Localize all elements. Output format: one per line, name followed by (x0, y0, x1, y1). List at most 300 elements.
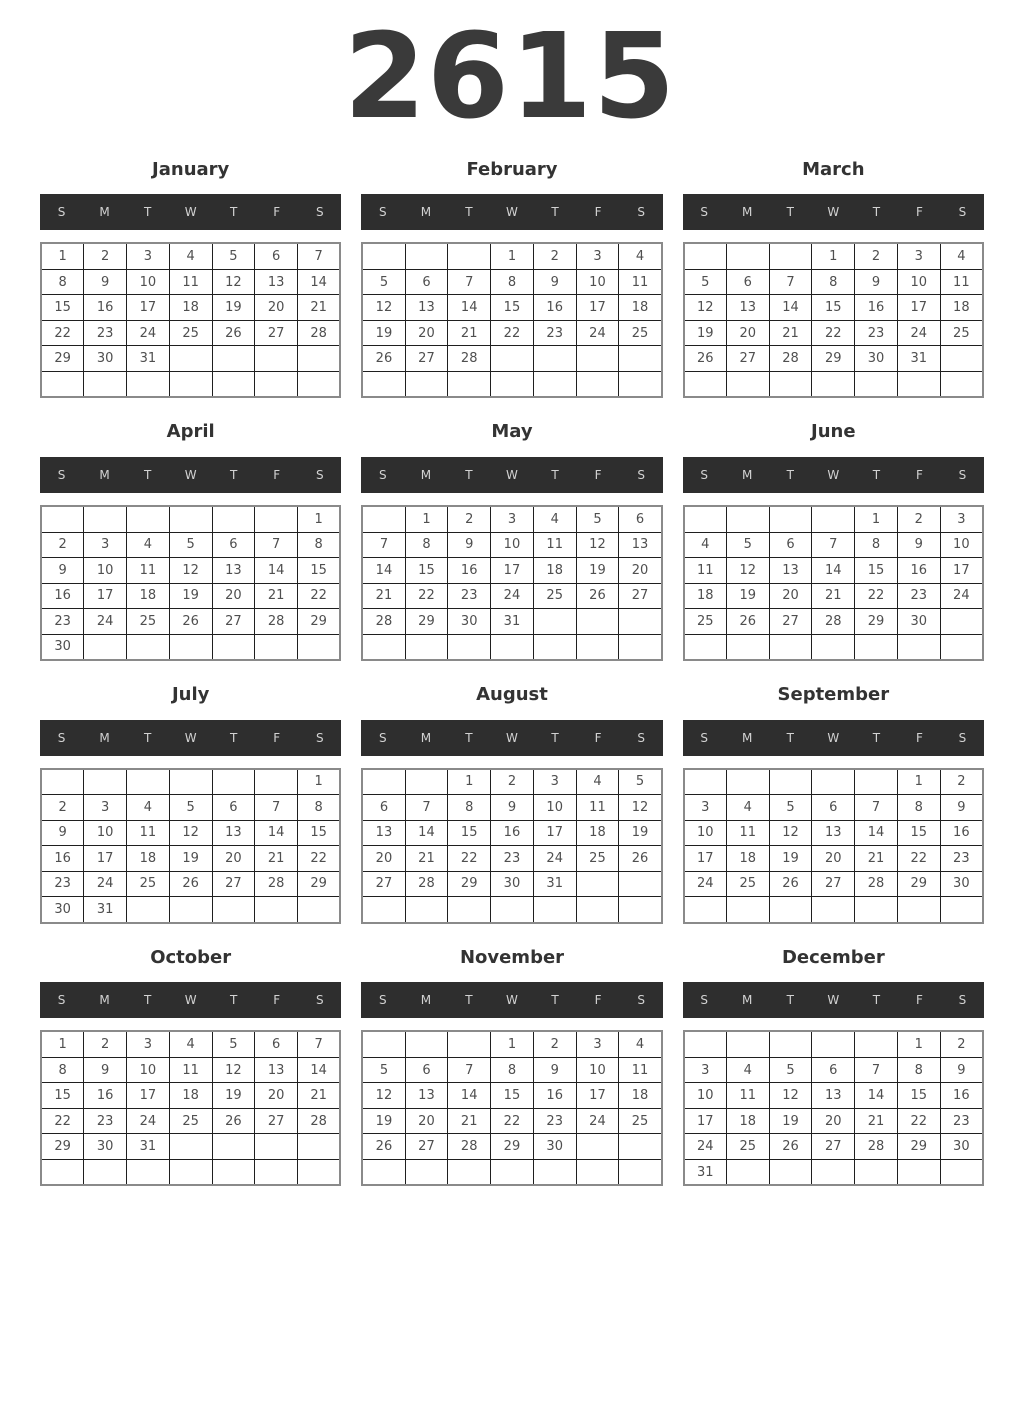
day-cell: 9 (855, 269, 898, 295)
day-cell: 20 (812, 1108, 855, 1134)
day-cell: 30 (41, 897, 84, 923)
day-cell: 3 (127, 243, 170, 269)
weekday-label: M (420, 993, 432, 1008)
week-row (362, 583, 661, 609)
day-cell: 13 (812, 820, 855, 846)
weekday-header-row (40, 194, 341, 230)
months-grid (0, 145, 1020, 1186)
day-cell: 9 (41, 820, 84, 846)
day-cell: 5 (212, 243, 255, 269)
day-cell: 31 (491, 609, 534, 635)
week-row (684, 558, 983, 584)
month-block-september (683, 684, 984, 924)
day-cell: 14 (255, 820, 298, 846)
weekday-label: S (57, 993, 66, 1008)
day-cell: 9 (533, 269, 576, 295)
week-row (684, 871, 983, 897)
weekday-label: M (420, 205, 432, 220)
empty-day-cell (405, 634, 448, 660)
week-row (684, 609, 983, 635)
week-row (362, 1159, 661, 1185)
day-cell: 29 (298, 871, 341, 897)
weekday-label: S (315, 730, 324, 745)
weekday-label: M (99, 730, 110, 745)
day-cell: 3 (533, 769, 576, 795)
weekday-label: T (872, 730, 881, 745)
empty-day-cell (619, 346, 662, 372)
day-cell: 15 (855, 558, 898, 584)
day-cell: 5 (362, 1057, 405, 1083)
day-cell: 9 (84, 1057, 127, 1083)
weekday-label: W (184, 468, 197, 483)
empty-day-cell (726, 769, 769, 795)
empty-day-cell (726, 897, 769, 923)
empty-day-cell (812, 1031, 855, 1057)
day-cell: 19 (769, 846, 812, 872)
weekday-label: M (99, 993, 110, 1008)
day-cell: 9 (533, 1057, 576, 1083)
day-cell: 30 (41, 634, 84, 660)
day-cell: 4 (940, 243, 983, 269)
day-cell: 10 (940, 532, 983, 558)
day-cell: 26 (212, 1108, 255, 1134)
empty-day-cell (362, 1159, 405, 1185)
day-cell: 18 (533, 558, 576, 584)
day-cell: 22 (298, 846, 341, 872)
week-row (684, 320, 983, 346)
empty-day-cell (897, 634, 940, 660)
day-cell: 18 (726, 846, 769, 872)
week-row (41, 1031, 340, 1057)
week-row (362, 1134, 661, 1160)
empty-day-cell (769, 769, 812, 795)
day-cell: 4 (619, 1031, 662, 1057)
empty-day-cell (769, 243, 812, 269)
day-cell: 20 (405, 1108, 448, 1134)
day-cell: 2 (897, 506, 940, 532)
day-cell: 17 (84, 846, 127, 872)
week-row (362, 820, 661, 846)
week-row (362, 1057, 661, 1083)
day-cell: 4 (169, 243, 212, 269)
empty-day-cell (576, 897, 619, 923)
month-days-table (40, 768, 341, 924)
day-cell: 7 (298, 1031, 341, 1057)
month-title: August (476, 684, 548, 706)
day-cell: 28 (255, 609, 298, 635)
day-cell: 24 (533, 846, 576, 872)
day-cell: 5 (619, 769, 662, 795)
day-cell: 10 (127, 1057, 170, 1083)
day-cell: 28 (448, 346, 491, 372)
day-cell: 20 (619, 558, 662, 584)
day-cell: 17 (127, 295, 170, 321)
day-cell: 15 (812, 295, 855, 321)
week-row (684, 1031, 983, 1057)
day-cell: 1 (897, 1031, 940, 1057)
empty-day-cell (533, 1159, 576, 1185)
day-cell: 20 (726, 320, 769, 346)
month-days-body (362, 769, 661, 923)
day-cell: 6 (619, 506, 662, 532)
weekday-label: T (786, 468, 794, 483)
weekday-label: W (184, 205, 197, 220)
day-cell: 17 (84, 583, 127, 609)
day-cell: 18 (127, 583, 170, 609)
day-cell: 4 (619, 243, 662, 269)
day-cell: 23 (533, 320, 576, 346)
day-cell: 5 (212, 1031, 255, 1057)
day-cell: 25 (619, 320, 662, 346)
empty-day-cell (812, 769, 855, 795)
week-row (362, 269, 661, 295)
day-cell: 27 (362, 871, 405, 897)
empty-day-cell (619, 609, 662, 635)
empty-day-cell (619, 871, 662, 897)
empty-day-cell (255, 371, 298, 397)
day-cell: 16 (897, 558, 940, 584)
empty-day-cell (41, 1159, 84, 1185)
day-cell: 22 (41, 320, 84, 346)
week-row (41, 371, 340, 397)
empty-day-cell (362, 897, 405, 923)
day-cell: 27 (812, 871, 855, 897)
day-cell: 18 (684, 583, 727, 609)
day-cell: 27 (255, 320, 298, 346)
day-cell: 20 (405, 320, 448, 346)
weekday-label: S (700, 730, 708, 745)
day-cell: 16 (491, 820, 534, 846)
weekday-label: S (958, 205, 967, 220)
month-days-body (362, 243, 661, 397)
day-cell: 22 (897, 846, 940, 872)
day-cell: 24 (576, 1108, 619, 1134)
day-cell: 30 (897, 609, 940, 635)
week-row (362, 897, 661, 923)
day-cell: 22 (298, 583, 341, 609)
day-cell: 17 (684, 846, 727, 872)
day-cell: 12 (362, 1083, 405, 1109)
weekday-header-row (40, 982, 341, 1018)
day-cell: 27 (405, 1134, 448, 1160)
day-cell: 28 (855, 871, 898, 897)
empty-day-cell (855, 1159, 898, 1185)
weekday-label: S (637, 993, 645, 1008)
day-cell: 6 (212, 795, 255, 821)
empty-day-cell (212, 371, 255, 397)
day-cell: 28 (855, 1134, 898, 1160)
month-title: May (491, 421, 533, 443)
day-cell: 15 (405, 558, 448, 584)
week-row (684, 1057, 983, 1083)
day-cell: 27 (255, 1108, 298, 1134)
day-cell: 22 (855, 583, 898, 609)
weekday-label: S (379, 468, 387, 483)
empty-day-cell (855, 897, 898, 923)
week-row (41, 846, 340, 872)
day-cell: 14 (812, 558, 855, 584)
day-cell: 1 (405, 506, 448, 532)
week-row (684, 506, 983, 532)
day-cell: 24 (897, 320, 940, 346)
day-cell: 26 (362, 1134, 405, 1160)
week-row (362, 1108, 661, 1134)
empty-day-cell (298, 1159, 341, 1185)
day-cell: 6 (812, 1057, 855, 1083)
empty-day-cell (362, 769, 405, 795)
week-row (684, 795, 983, 821)
weekday-label: S (958, 468, 967, 483)
day-cell: 13 (212, 820, 255, 846)
day-cell: 30 (84, 346, 127, 372)
day-cell: 4 (684, 532, 727, 558)
day-cell: 8 (405, 532, 448, 558)
week-row (362, 1031, 661, 1057)
day-cell: 26 (169, 871, 212, 897)
week-row (362, 346, 661, 372)
day-cell: 26 (212, 320, 255, 346)
day-cell: 29 (897, 1134, 940, 1160)
week-row (684, 295, 983, 321)
day-cell: 17 (533, 820, 576, 846)
day-cell: 16 (84, 295, 127, 321)
day-cell: 1 (298, 769, 341, 795)
month-block-march (683, 159, 984, 399)
day-cell: 15 (298, 558, 341, 584)
day-cell: 15 (298, 820, 341, 846)
week-row (41, 1083, 340, 1109)
day-cell: 11 (576, 795, 619, 821)
weekday-header-row (361, 194, 662, 230)
month-days-body (41, 506, 340, 660)
day-cell: 28 (298, 320, 341, 346)
empty-day-cell (897, 897, 940, 923)
weekday-label: S (637, 205, 645, 220)
week-row (684, 634, 983, 660)
weekday-label: W (184, 993, 197, 1008)
day-cell: 7 (855, 1057, 898, 1083)
month-title: November (459, 946, 565, 968)
month-block-december (683, 947, 984, 1187)
day-cell: 8 (298, 532, 341, 558)
day-cell: 24 (84, 871, 127, 897)
day-cell: 23 (940, 1108, 983, 1134)
empty-day-cell (576, 1159, 619, 1185)
day-cell: 18 (169, 1083, 212, 1109)
weekday-label: F (273, 205, 281, 220)
month-days-body (41, 769, 340, 923)
day-cell: 11 (619, 269, 662, 295)
weekday-label: T (230, 205, 238, 220)
week-row (362, 371, 661, 397)
week-row (41, 346, 340, 372)
day-cell: 12 (619, 795, 662, 821)
day-cell: 30 (533, 1134, 576, 1160)
empty-day-cell (84, 1159, 127, 1185)
weekday-label: F (915, 468, 923, 483)
weekday-label: M (742, 205, 753, 220)
empty-day-cell (298, 346, 341, 372)
weekday-label: T (872, 205, 881, 220)
day-cell: 21 (812, 583, 855, 609)
month-days-table (40, 1030, 341, 1186)
day-cell: 8 (491, 1057, 534, 1083)
weekday-label: T (551, 993, 559, 1008)
week-row (41, 295, 340, 321)
month-title: December (781, 946, 885, 968)
month-block-july (40, 684, 341, 924)
day-cell: 25 (169, 1108, 212, 1134)
day-cell: 8 (897, 1057, 940, 1083)
day-cell: 10 (127, 269, 170, 295)
day-cell: 23 (448, 583, 491, 609)
day-cell: 15 (41, 295, 84, 321)
day-cell: 25 (684, 609, 727, 635)
week-row (41, 320, 340, 346)
day-cell: 21 (255, 846, 298, 872)
weekday-label: T (465, 730, 473, 745)
empty-day-cell (940, 371, 983, 397)
empty-day-cell (41, 769, 84, 795)
weekday-label: W (506, 730, 518, 745)
week-row (41, 1134, 340, 1160)
empty-day-cell (684, 1031, 727, 1057)
weekday-label: S (700, 205, 708, 220)
day-cell: 9 (84, 269, 127, 295)
empty-day-cell (533, 609, 576, 635)
day-cell: 30 (491, 871, 534, 897)
day-cell: 28 (362, 609, 405, 635)
day-cell: 4 (576, 769, 619, 795)
day-cell: 28 (298, 1108, 341, 1134)
empty-day-cell (255, 1134, 298, 1160)
day-cell: 12 (726, 558, 769, 584)
day-cell: 3 (127, 1031, 170, 1057)
day-cell: 3 (84, 532, 127, 558)
empty-day-cell (84, 371, 127, 397)
month-days-body (41, 243, 340, 397)
day-cell: 19 (726, 583, 769, 609)
weekday-label: F (915, 205, 923, 220)
empty-day-cell (362, 371, 405, 397)
weekday-label: S (315, 468, 324, 483)
day-cell: 14 (448, 295, 491, 321)
weekday-label: S (379, 205, 387, 220)
day-cell: 8 (448, 795, 491, 821)
empty-day-cell (448, 371, 491, 397)
empty-day-cell (127, 769, 170, 795)
day-cell: 1 (41, 1031, 84, 1057)
week-row (362, 506, 661, 532)
day-cell: 28 (255, 871, 298, 897)
day-cell: 24 (684, 1134, 727, 1160)
week-row (362, 795, 661, 821)
day-cell: 16 (940, 820, 983, 846)
week-row (362, 634, 661, 660)
weekday-label: F (915, 730, 923, 745)
month-title: October (150, 946, 232, 968)
day-cell: 5 (362, 269, 405, 295)
empty-day-cell (726, 243, 769, 269)
week-row (41, 1057, 340, 1083)
day-cell: 26 (362, 346, 405, 372)
day-cell: 29 (897, 871, 940, 897)
week-row (41, 558, 340, 584)
day-cell: 10 (897, 269, 940, 295)
day-cell: 7 (362, 532, 405, 558)
weekday-header-row (683, 720, 984, 756)
month-title: March (802, 158, 865, 180)
week-row (684, 346, 983, 372)
day-cell: 1 (897, 769, 940, 795)
month-days-body (684, 769, 983, 923)
empty-day-cell (298, 371, 341, 397)
empty-day-cell (448, 634, 491, 660)
empty-day-cell (255, 1159, 298, 1185)
empty-day-cell (684, 371, 727, 397)
day-cell: 11 (619, 1057, 662, 1083)
empty-day-cell (362, 506, 405, 532)
weekday-label: T (786, 730, 794, 745)
month-block-january (40, 159, 341, 399)
day-cell: 21 (405, 846, 448, 872)
weekday-label: T (872, 468, 881, 483)
day-cell: 26 (726, 609, 769, 635)
weekday-label: S (700, 993, 708, 1008)
day-cell: 13 (255, 269, 298, 295)
weekday-header-row (683, 194, 984, 230)
empty-day-cell (576, 634, 619, 660)
empty-day-cell (812, 897, 855, 923)
weekday-label: W (506, 468, 518, 483)
day-cell: 10 (684, 820, 727, 846)
week-row (41, 506, 340, 532)
day-cell: 16 (41, 846, 84, 872)
empty-day-cell (127, 506, 170, 532)
day-cell: 4 (127, 532, 170, 558)
month-days-table (683, 505, 984, 661)
day-cell: 27 (212, 871, 255, 897)
empty-day-cell (169, 634, 212, 660)
empty-day-cell (84, 769, 127, 795)
week-row (41, 1159, 340, 1185)
empty-day-cell (812, 371, 855, 397)
weekday-label: S (700, 468, 708, 483)
day-cell: 5 (684, 269, 727, 295)
day-cell: 28 (448, 1134, 491, 1160)
day-cell: 25 (127, 609, 170, 635)
empty-day-cell (576, 371, 619, 397)
day-cell: 26 (169, 609, 212, 635)
day-cell: 31 (684, 1159, 727, 1185)
month-title: June (811, 421, 856, 443)
day-cell: 12 (212, 1057, 255, 1083)
day-cell: 22 (491, 1108, 534, 1134)
empty-day-cell (684, 506, 727, 532)
empty-day-cell (726, 371, 769, 397)
day-cell: 23 (84, 320, 127, 346)
empty-day-cell (576, 1134, 619, 1160)
day-cell: 15 (897, 820, 940, 846)
empty-day-cell (41, 371, 84, 397)
day-cell: 19 (576, 558, 619, 584)
empty-day-cell (619, 1159, 662, 1185)
weekday-label: F (273, 468, 281, 483)
weekday-label: S (637, 468, 645, 483)
week-row (684, 1159, 983, 1185)
day-cell: 7 (298, 243, 341, 269)
month-days-table (361, 1030, 662, 1186)
